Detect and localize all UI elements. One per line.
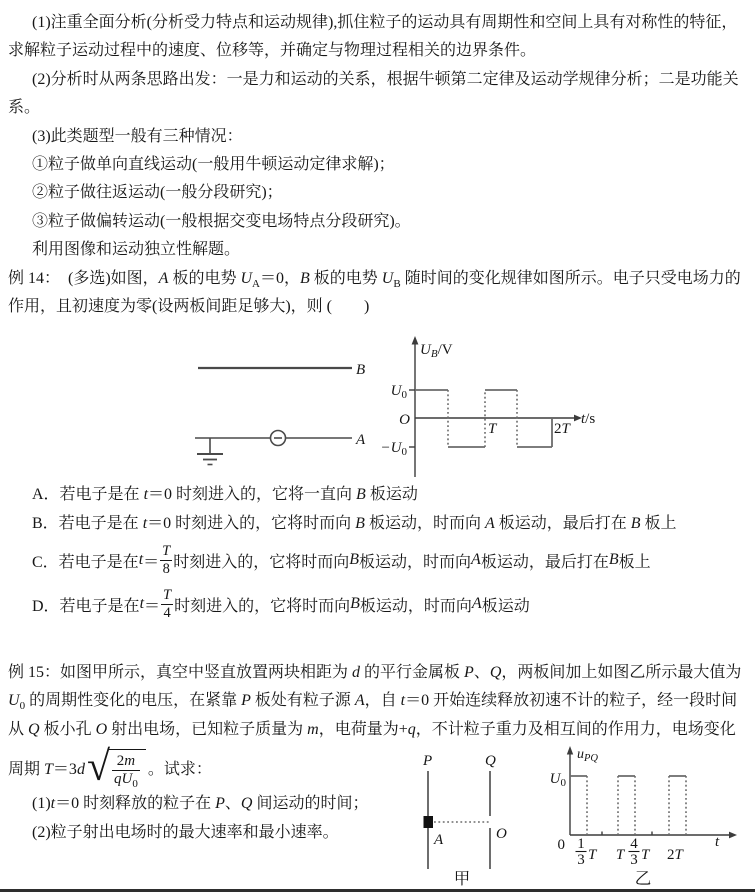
sqrt-expression xyxy=(86,744,146,791)
tick-label-2T: 2T xyxy=(667,847,683,864)
svg-text:T: T xyxy=(588,847,597,864)
svg-text:1: 1 xyxy=(577,836,585,853)
intro-line-2: 求解粒子运动过程中的速度、位移等，并确定与物理过程相关的边界条件。 xyxy=(8,42,537,60)
x-axis-title: t/s xyxy=(581,411,596,428)
radicand-numerator: 2m xyxy=(116,753,136,770)
u0-label: $U_0$ xyxy=(549,771,566,790)
ex14-option-b: B．若电子是在 t＝0 时刻进入的，它将时而向 B 板运动，时而向 A 板运动，最后打在 B 板上 xyxy=(32,514,677,532)
intro-line-8: ③粒子做偏转运动(一般根据交变电场特点分段研究)。 xyxy=(32,212,411,230)
ex14-option-a: A．若电子是在 t＝0 时刻进入的，它将一直向 B 板运动 xyxy=(32,486,418,504)
figure-yi-caption: 乙 xyxy=(634,869,652,889)
upq-pulse-edges-dotted xyxy=(587,776,686,835)
u0-label: $U_0$ xyxy=(390,383,407,402)
figure-ex14 xyxy=(8,321,749,481)
intro-line-3: (2)分析时从两条思路出发：一是力和运动的关系，根据牛顿第二定律及运动学规律分析；二是功能关 xyxy=(32,70,739,88)
y-axis-arrow-icon xyxy=(567,746,573,755)
ex15-stem-line-3: 从 Q 板小孔 O 射出电场，已知粒子质量为 m，电荷量为+q，不计粒子重力及相互间的作用力，电场变化 xyxy=(8,720,736,738)
radicand xyxy=(108,749,146,791)
intro-line-6: ①粒子做单向直线运动(一般用牛顿运动定律求解)； xyxy=(32,155,395,173)
intro-line-5: (3)此类题型一般有三种情况： xyxy=(32,127,243,145)
intro-line-1: (1)注重全面分析(分析受力特点和运动规律),抓住粒子的运动具有周期性和空间上具有对称性的特征， xyxy=(32,14,738,31)
svg-text:3: 3 xyxy=(577,852,585,869)
ex15-stem-line-1: 例 15：如图甲所示，真空中竖直放置两块相距为 d 的平行金属板 P、Q，两板间加上如图乙所示最大值为 xyxy=(8,664,742,682)
figure-jia xyxy=(410,745,522,895)
y-axis-arrow-icon xyxy=(412,336,419,345)
ground-icon xyxy=(197,438,223,465)
figure-jia-caption: 甲 xyxy=(453,869,471,889)
source-a-label: A xyxy=(434,832,444,849)
neg-u0-label: $-U_0$ xyxy=(380,440,407,459)
tick-label-T: T xyxy=(615,847,625,864)
particle-source-icon xyxy=(424,816,434,828)
x-axis-arrow-icon xyxy=(729,832,737,839)
origin-label: O xyxy=(399,412,410,429)
radical-sign: √ xyxy=(86,744,108,791)
ex14-diagram xyxy=(180,335,610,485)
origin-label: 0 xyxy=(557,837,565,854)
intro-line-4: 系。 xyxy=(8,99,41,117)
svg-text:4: 4 xyxy=(630,836,638,853)
figure-yi xyxy=(545,745,755,895)
formula-prefix: 周期 T＝3d xyxy=(8,760,85,778)
plate-p-label: P xyxy=(423,753,433,770)
page-bottom-rule xyxy=(0,889,755,892)
ex14-stem-line-2: 作用，且初速度为零(设两板间距足够大)，则 ( ) xyxy=(8,297,370,315)
plate-q-label: Q xyxy=(485,753,496,770)
plate-b-label: B xyxy=(356,362,366,379)
svg-text:T: T xyxy=(641,847,650,864)
plate-a-label: A xyxy=(356,432,366,449)
hole-o-label: O xyxy=(496,826,507,843)
intro-line-9: 利用图像和运动独立性解题。 xyxy=(32,241,241,259)
ex14-stem-line-1: 例 14： (多选)如图，A 板的电势 $U_A=0$，B 板的电势 $U_B$ 随时间的变化规律如图所示。电子只受电场力的 xyxy=(8,269,741,290)
ex15-question-2: (2)粒子射出电场时的最大速率和最小速率。 xyxy=(32,823,339,841)
formula-suffix: 。试求： xyxy=(147,760,212,778)
tick-label-one-third-T xyxy=(576,836,599,868)
x-axis-title: t xyxy=(715,834,720,851)
intro-line-7: ②粒子做往返运动(一般分段研究)； xyxy=(32,184,283,202)
ex14-option-c: C．若电子是在 t ＝ $\frac{T}{8}$ 时刻进入的，它将时而向 B 板运动，时而向 A 板运动，最后打在 B 板上 xyxy=(32,543,651,577)
radicand-denominator: $qU_0$ xyxy=(114,771,138,791)
ex15-stem-line-2: $U_0$ 的周期性变化的电压，在紧靠 P 板处有粒子源 A，自 t＝0 开始连续释放初速不计的粒子，经一段时间 xyxy=(8,692,738,713)
y-axis-title: $u_{PQ}$ xyxy=(577,747,598,765)
tick-label-four-thirds-T xyxy=(629,836,652,868)
svg-text:3: 3 xyxy=(630,852,638,869)
ex15-question-1: (1)t＝0 时刻释放的粒子在 P、Q 间运动的时间； xyxy=(32,795,369,813)
ex14-option-d: D．若电子是在 t ＝ $\frac{T}{4}$ 时刻进入的，它将时而向 B 板运动，时而向 A 板运动 xyxy=(32,587,530,621)
t-period-label: T xyxy=(488,421,497,438)
y-axis-title: $U_B/V$ xyxy=(420,342,453,361)
t-2period-label: 2T xyxy=(554,421,570,438)
ex15-block xyxy=(8,659,749,889)
